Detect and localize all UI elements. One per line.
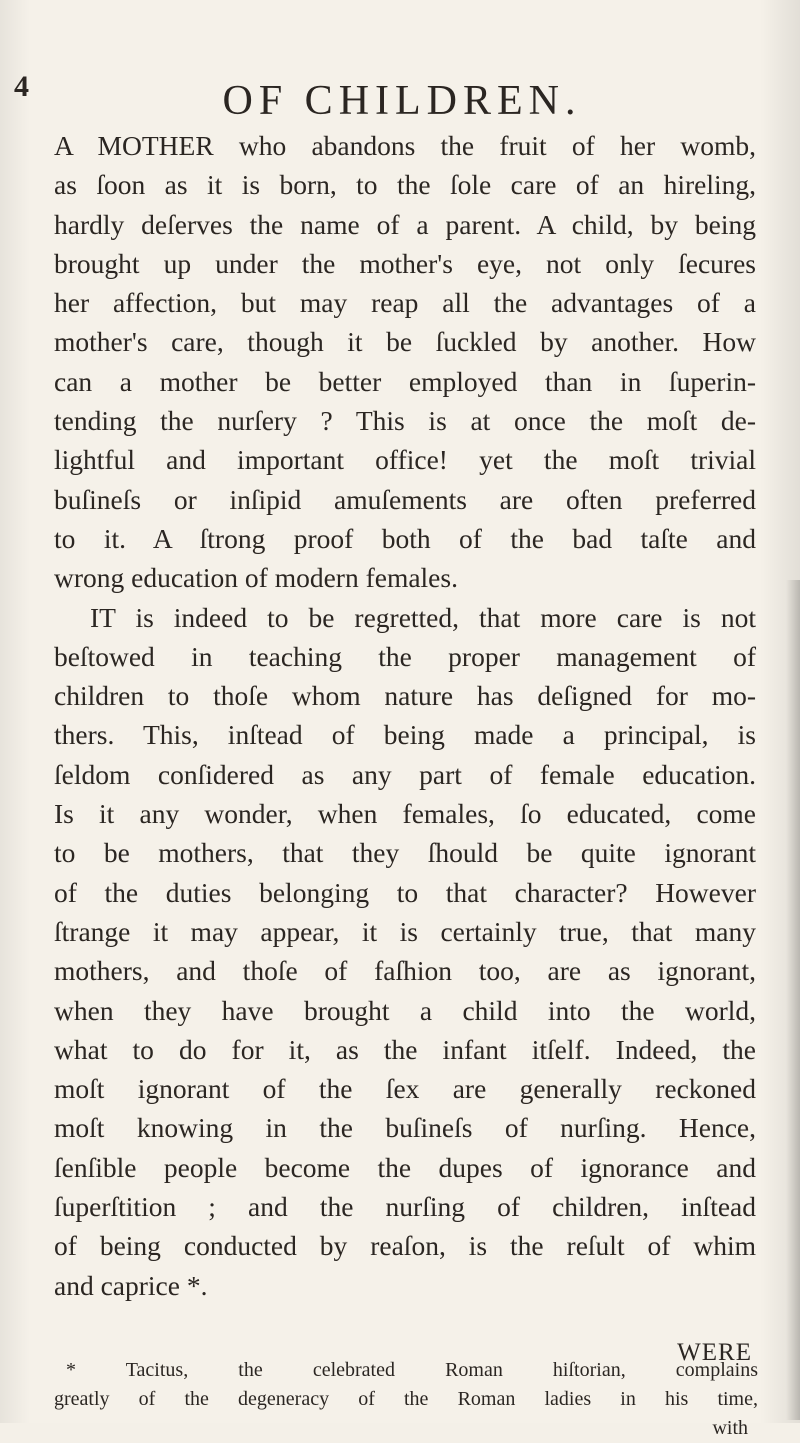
text-line: buſineſs or inſipid amuſements are often preferred — [54, 483, 756, 515]
text-line: when they have brought a child into the world, — [54, 994, 756, 1026]
body-text — [54, 126, 756, 1305]
footnote-line: * Tacitus, the celebrated Roman hiſtorian, complains — [66, 1359, 758, 1381]
text-line: can a mother be better employed than in ſuperin- — [54, 365, 756, 397]
text-line: of being conducted by reaſon, is the reſult of whim — [54, 1230, 756, 1262]
text-line: Is it any wonder, when females, ſo educated, come — [54, 798, 756, 830]
text-line: mother's care, though it be ſuckled by another. How — [54, 326, 756, 358]
paragraph-1 — [54, 126, 756, 598]
text-line: ſeldom conſidered as any part of female education. — [54, 758, 756, 790]
text-line: her affection, but may reap all the advantages of a — [54, 287, 756, 319]
text-line: what to do for it, as the infant itſelf. Indeed, the — [54, 1033, 756, 1065]
text-line: tending the nurſery ? This is at once the moſt de- — [54, 405, 756, 437]
text-line: to be mothers, that they ſhould be quite ignorant — [54, 837, 756, 869]
text-line: lightful and important office! yet the moſt trivial — [54, 444, 756, 476]
footnote-line: greatly of the degeneracy of the Roman ladies in his time, — [54, 1388, 758, 1410]
text-line: beſtowed in teaching the proper management of — [54, 640, 756, 672]
text-line: ſuperſtition ; and the nurſing of children, inſtead — [54, 1191, 756, 1223]
running-head: OF CHILDREN. — [222, 78, 582, 124]
text-line: and caprice *. — [54, 1269, 208, 1301]
text-line: ſenſible people become the dupes of ignorance and — [54, 1151, 756, 1183]
text-line: wrong education of modern females. — [54, 562, 458, 594]
text-line: children to thoſe whom nature has deſigned for mo- — [54, 680, 756, 712]
text-line: ſtrange it may appear, it is certainly true, that many — [54, 915, 756, 947]
text-line: of the duties belonging to that character? However — [54, 876, 756, 908]
text-line: IT is indeed to be regretted, that more care is not — [90, 601, 756, 633]
text-line: mothers, and thoſe of faſhion too, are as ignorant, — [54, 955, 756, 987]
text-line: as ſoon as it is born, to the ſole care of an hireling, — [54, 169, 756, 201]
paragraph-2 — [54, 598, 756, 1305]
text-line: moſt ignorant of the ſex are generally reckoned — [54, 1073, 756, 1105]
text-line: to it. A ſtrong proof both of the bad taſte and — [54, 522, 756, 554]
footnote-line: with — [712, 1417, 748, 1439]
catchword: WERE — [677, 1339, 752, 1366]
text-line: A MOTHER who abandons the fruit of her womb, — [54, 130, 756, 161]
page-edge-shadow — [786, 580, 800, 1420]
page-number: 4 — [14, 70, 29, 103]
text-line: thers. This, inſtead of being made a principal, is — [54, 719, 756, 751]
footnote — [54, 1356, 758, 1443]
text-line: brought up under the mother's eye, not only ſecures — [54, 247, 756, 279]
text-line: hardly deſerves the name of a parent. A child, by being — [54, 208, 756, 240]
catchword-row — [54, 1339, 756, 1366]
text-line: moſt knowing in the buſineſs of nurſing. Hence, — [54, 1112, 756, 1144]
